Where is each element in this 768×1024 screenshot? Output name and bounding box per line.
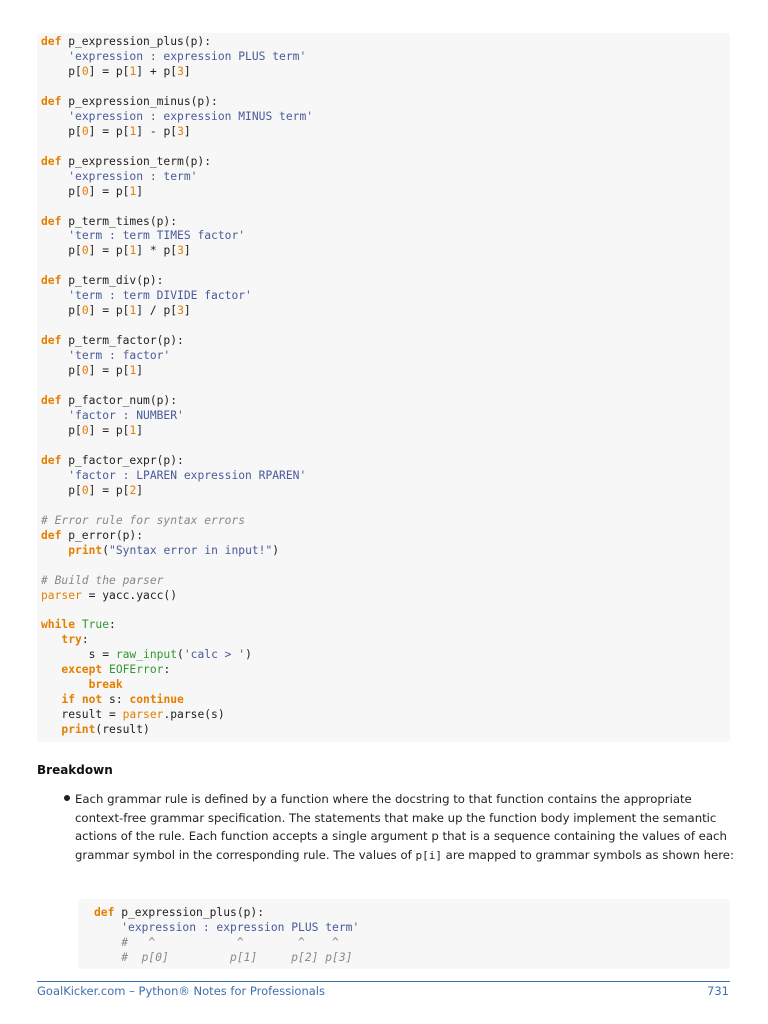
- code-token: ]: [136, 364, 144, 378]
- code-token: def: [41, 154, 62, 168]
- code-token: p[: [41, 483, 82, 497]
- code-line: [41, 34, 211, 49]
- code-token: print: [68, 543, 103, 557]
- code-token: ] = p[: [88, 304, 130, 318]
- code-line: [41, 543, 279, 558]
- code-token: break: [88, 678, 123, 692]
- page-number: 731: [707, 984, 729, 998]
- footer-source-link[interactable]: GoalKicker.com – Python® Notes for Professionals: [37, 984, 325, 998]
- section-heading: Breakdown: [37, 763, 113, 777]
- code-token: ]: [136, 483, 144, 497]
- code-token: # p[0] p[1] p[2] p[3]: [121, 951, 353, 964]
- code-token: [41, 469, 68, 482]
- code-token: :: [163, 663, 171, 677]
- code-line: [41, 273, 163, 288]
- code-line: [41, 647, 252, 662]
- code-line: [41, 333, 184, 348]
- code-token: def: [41, 35, 62, 48]
- code-block: [37, 33, 730, 742]
- code-token: ] = p[: [88, 124, 130, 138]
- code-line: [41, 124, 191, 139]
- paragraph-text-end: are mapped to grammar symbols as shown here:: [441, 847, 734, 862]
- code-token: def: [41, 453, 62, 467]
- code-token: 'term : factor': [68, 349, 171, 363]
- code-token: [102, 663, 109, 676]
- code-line: [41, 573, 163, 588]
- code-token: p_term_factor(p):: [61, 334, 184, 348]
- inline-code: p[i]: [415, 848, 442, 862]
- code-token: 0: [81, 124, 89, 138]
- code-token: 0: [81, 423, 89, 437]
- code-token: p[: [41, 304, 82, 318]
- code-token: s:: [102, 693, 130, 707]
- code-line: [94, 905, 264, 920]
- code-token: p_error(p):: [61, 528, 144, 542]
- code-token: 'factor : NUMBER': [68, 409, 184, 422]
- code-token: ]: [183, 124, 191, 138]
- code-token: ): [272, 543, 280, 557]
- code-token: [75, 618, 82, 631]
- code-token: (result): [95, 723, 150, 737]
- code-line: [41, 677, 123, 692]
- code-token: not: [81, 693, 103, 707]
- code-token: ): [245, 648, 252, 662]
- code-token: ]: [183, 304, 191, 318]
- code-token: [94, 951, 121, 964]
- code-token: result =: [41, 708, 123, 722]
- code-token: 1: [129, 423, 137, 437]
- code-line: [41, 423, 143, 438]
- code-token: [75, 693, 82, 706]
- code-token: def: [41, 94, 62, 108]
- code-line: [41, 169, 197, 184]
- code-token: (: [102, 543, 110, 557]
- code-line: [41, 662, 170, 677]
- code-line: [41, 393, 177, 408]
- code-token: :: [109, 618, 116, 632]
- code-token: "Syntax error in input!": [109, 543, 273, 557]
- code-token: [94, 921, 121, 934]
- code-token: ] = p[: [88, 184, 130, 198]
- code-token: [41, 409, 68, 422]
- code-token: 'expression : expression MINUS term': [68, 109, 314, 123]
- code-token: 'expression : expression PLUS term': [121, 921, 360, 934]
- paragraph-text: Each grammar rule is defined by a function where the docstring to that function contains the appropriate context-free grammar specification. The statements that make up the function body implement the semantic actions of the rule. Each function accepts a single argument p that is a sequence containing the values of each grammar symbol in the corresponding rule. The values of: [75, 792, 727, 862]
- code-token: def: [41, 274, 62, 288]
- code-line: [41, 692, 184, 707]
- code-line: [41, 632, 89, 647]
- code-line: [41, 588, 177, 603]
- code-token: # Build the parser: [41, 573, 164, 587]
- code-line: [41, 64, 191, 79]
- code-token: 'expression : expression PLUS term': [68, 49, 307, 63]
- code-token: ] - p[: [136, 124, 178, 138]
- code-token: ]: [183, 64, 191, 78]
- code-token: 'term : term TIMES factor': [68, 229, 246, 243]
- code-line: [41, 707, 225, 722]
- code-line: [41, 528, 143, 543]
- code-token: def: [94, 906, 115, 919]
- code-line: [41, 109, 313, 124]
- code-token: [41, 544, 68, 557]
- code-line: [41, 468, 306, 483]
- bullet-paragraph: [75, 790, 735, 865]
- code-token: except: [61, 663, 103, 677]
- code-token: 0: [81, 64, 89, 78]
- code-token: 'calc > ': [183, 648, 246, 662]
- code-token: 0: [81, 304, 89, 318]
- code-token: ] = p[: [88, 364, 130, 378]
- code-token: p_term_times(p):: [61, 214, 178, 228]
- code-line: [94, 950, 352, 965]
- code-line: [41, 154, 211, 169]
- code-token: 'factor : LPAREN expression RPAREN': [68, 468, 307, 482]
- code-token: 1: [129, 64, 137, 78]
- code-token: 2: [129, 483, 137, 497]
- code-line: [41, 184, 143, 199]
- code-token: s =: [41, 648, 116, 662]
- code-line: [94, 935, 339, 950]
- code-line: [41, 94, 218, 109]
- code-token: raw_input: [115, 648, 178, 662]
- code-token: 3: [177, 124, 184, 138]
- code-token: 0: [81, 364, 89, 378]
- code-token: 0: [81, 184, 89, 198]
- code-token: 'expression : term': [68, 169, 198, 183]
- code-token: 1: [129, 124, 137, 138]
- code-token: p_expression_term(p):: [61, 154, 212, 168]
- code-line: [41, 722, 150, 737]
- code-line: [41, 303, 191, 318]
- code-token: True: [81, 618, 110, 632]
- code-token: [41, 229, 68, 242]
- code-token: [41, 633, 61, 646]
- code-token: = yacc.yacc(): [81, 588, 178, 602]
- code-line: [41, 49, 306, 64]
- code-token: parser: [122, 708, 164, 722]
- code-token: [41, 723, 61, 736]
- code-token: try: [61, 633, 82, 647]
- code-line: [41, 408, 184, 423]
- code-token: p[: [41, 64, 82, 78]
- code-token: [41, 693, 61, 706]
- code-token: p[: [41, 184, 82, 198]
- code-line: [41, 617, 116, 632]
- code-token: ]: [183, 244, 191, 258]
- code-token: ] = p[: [88, 64, 130, 78]
- code-line: [41, 363, 143, 378]
- code-token: [41, 50, 68, 63]
- code-token: def: [41, 214, 62, 228]
- code-token: 0: [81, 483, 89, 497]
- code-token: 1: [129, 304, 137, 318]
- code-token: def: [41, 334, 62, 348]
- code-line: [94, 920, 359, 935]
- code-token: while: [41, 618, 76, 632]
- code-line: [41, 348, 170, 363]
- code-token: 1: [129, 364, 137, 378]
- code-token: p_expression_minus(p):: [61, 94, 218, 108]
- code-line: [41, 288, 252, 303]
- code-line: [41, 243, 191, 258]
- code-token: p[: [41, 244, 82, 258]
- code-token: [41, 678, 89, 691]
- code-token: EOFError: [109, 663, 164, 677]
- footer-divider: [37, 981, 730, 982]
- code-token: 3: [177, 244, 184, 258]
- code-token: :: [81, 633, 89, 647]
- code-token: ]: [136, 184, 144, 198]
- code-token: p[: [41, 423, 82, 437]
- code-line: [41, 228, 245, 243]
- code-token: 1: [129, 184, 137, 198]
- code-token: ] + p[: [136, 64, 178, 78]
- code-token: [41, 663, 61, 676]
- code-token: 'term : term DIVIDE factor': [68, 289, 252, 303]
- code-token: 0: [81, 244, 89, 258]
- code-token: p_factor_num(p):: [61, 394, 178, 408]
- code-token: ] / p[: [136, 304, 178, 318]
- code-token: p_expression_plus(p):: [114, 906, 265, 919]
- code-token: if: [61, 693, 76, 707]
- code-token: p_term_div(p):: [61, 274, 164, 288]
- code-token: p[: [41, 364, 82, 378]
- code-token: parser: [41, 588, 82, 602]
- code-token: def: [41, 528, 62, 542]
- code-token: (: [177, 648, 184, 662]
- code-token: [94, 936, 121, 949]
- code-token: ] = p[: [88, 483, 130, 497]
- code-token: continue: [129, 693, 184, 707]
- code-token: print: [61, 723, 96, 737]
- code-token: # ^ ^ ^ ^: [121, 936, 339, 949]
- code-token: .parse(s): [163, 708, 225, 722]
- code-token: 3: [177, 64, 184, 78]
- code-token: [41, 349, 68, 362]
- code-token: ] = p[: [88, 423, 130, 437]
- code-line: [41, 214, 177, 229]
- code-token: ] * p[: [136, 244, 178, 258]
- code-token: 3: [177, 304, 184, 318]
- code-token: [41, 289, 68, 302]
- code-token: p[: [41, 124, 82, 138]
- bullet-dot: [64, 795, 70, 801]
- code-token: 1: [129, 244, 137, 258]
- code-token: ] = p[: [88, 244, 130, 258]
- code-token: def: [41, 394, 62, 408]
- code-token: # Error rule for syntax errors: [41, 513, 246, 527]
- code-line: [41, 513, 245, 528]
- code-token: [41, 110, 68, 123]
- code-line: [41, 483, 143, 498]
- code-token: p_factor_expr(p):: [61, 453, 184, 467]
- code-line: [41, 453, 184, 468]
- code-token: [41, 170, 68, 183]
- code-token: p_expression_plus(p):: [61, 35, 212, 48]
- code-token: ]: [136, 423, 144, 437]
